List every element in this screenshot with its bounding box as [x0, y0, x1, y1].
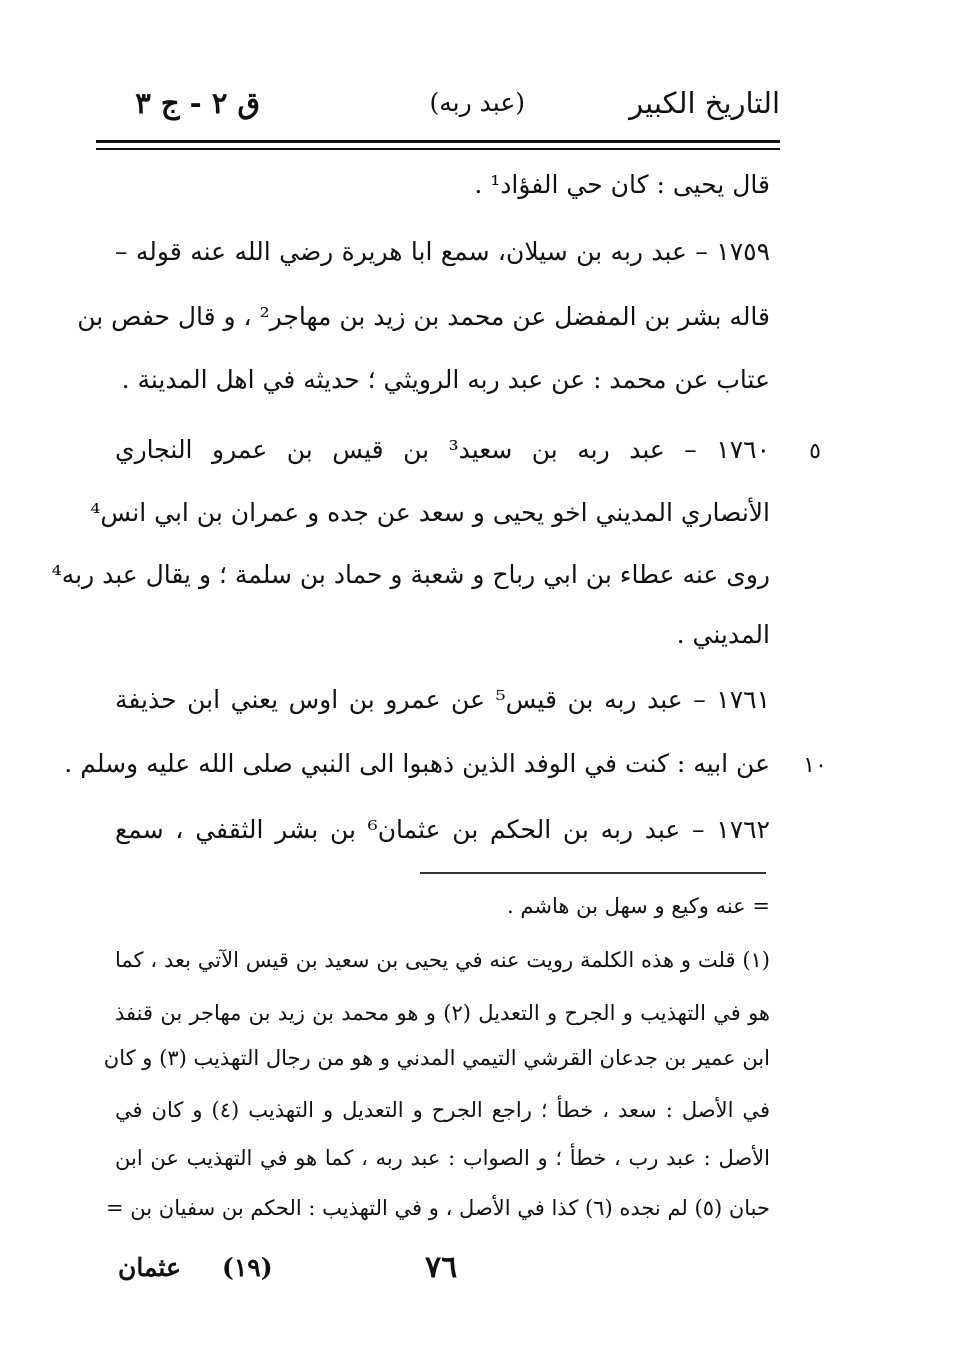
catchword: عثمان	[118, 1253, 181, 1282]
entry-1761-line: ١٧٦١ – عبد ربه بن قيس⁵ عن عمرو بن اوس يعني ابن حذيفة	[115, 685, 770, 714]
book-title: التاريخ الكبير	[629, 86, 780, 120]
header-rule-thick	[96, 140, 780, 143]
body-line: قال يحيى : كان حي الفؤاد¹ .	[474, 170, 770, 199]
footnote-line: = عنه وكيع و سهل بن هاشم .	[507, 894, 770, 918]
margin-line-number: ٥	[809, 439, 821, 464]
footnote-line: في الأصل : سعد ، خطأ ؛ راجع الجرح و التعديل و التهذيب (٤) و كان في	[115, 1098, 770, 1122]
part-volume: ق ٢ - ج ٣	[135, 86, 260, 120]
footnote-line: حبان (٥) لم نجده (٦) كذا في الأصل ، و في التهذيب : الحكم بن سفيان بن =	[106, 1196, 770, 1220]
entry-1759-line: ١٧٥٩ – عبد ربه بن سيلان، سمع ابا هريرة رضي الله عنه قوله –	[115, 237, 770, 266]
signature-mark: (١٩)	[222, 1253, 273, 1282]
header-rule-thin	[96, 148, 780, 150]
body-line: قاله بشر بن المفضل عن محمد بن زيد بن مهاجر² ، و قال حفص بن	[77, 302, 770, 331]
margin-line-number: ١٠	[803, 753, 827, 778]
footnote-line: ابن عمير بن جدعان القرشي التيمي المدني و هو من رجال التهذيب (٣) و كان	[103, 1046, 770, 1070]
body-line: عن ابيه : كنت في الوفد الذين ذهبوا الى النبي صلى الله عليه وسلم .	[64, 749, 770, 778]
section-title: (عبد ربه)	[429, 88, 525, 117]
footnote-line: (١) قلت و هذه الكلمة رويت عنه في يحيى بن سعيد بن قيس الآتي بعد ، كما	[115, 948, 770, 972]
entry-1762-line: ١٧٦٢ – عبد ربه بن الحكم بن عثمان⁶ بن بشر الثقفي ، سمع	[115, 815, 770, 844]
footnote-line: الأصل : عبد رب ، خطأ ؛ و الصواب : عبد ربه ، كما هو في التهذيب عن ابن	[115, 1146, 770, 1170]
body-line: المديني .	[676, 620, 770, 649]
entry-1760-line: ١٧٦٠ – عبد ربه بن سعيد³ بن قيس بن عمرو النجاري	[115, 435, 770, 464]
footnote-line: هو في التهذيب و الجرح و التعديل (٢) و هو محمد بن زيد بن مهاجر بن قنفذ	[115, 1001, 770, 1025]
body-line: روى عنه عطاء بن ابي رباح و شعبة و حماد بن سلمة ؛ و يقال عبد ربه⁴	[51, 560, 770, 589]
footnote-separator	[420, 872, 766, 874]
running-header	[100, 78, 780, 128]
body-line: عتاب عن محمد : عن عبد ربه الرويثي ؛ حديثه في اهل المدينة .	[121, 365, 770, 394]
body-line: الأنصاري المديني اخو يحيى و سعد عن جده و عمران بن ابي انس⁴	[90, 498, 770, 527]
page-number: ٧٦	[425, 1250, 458, 1285]
